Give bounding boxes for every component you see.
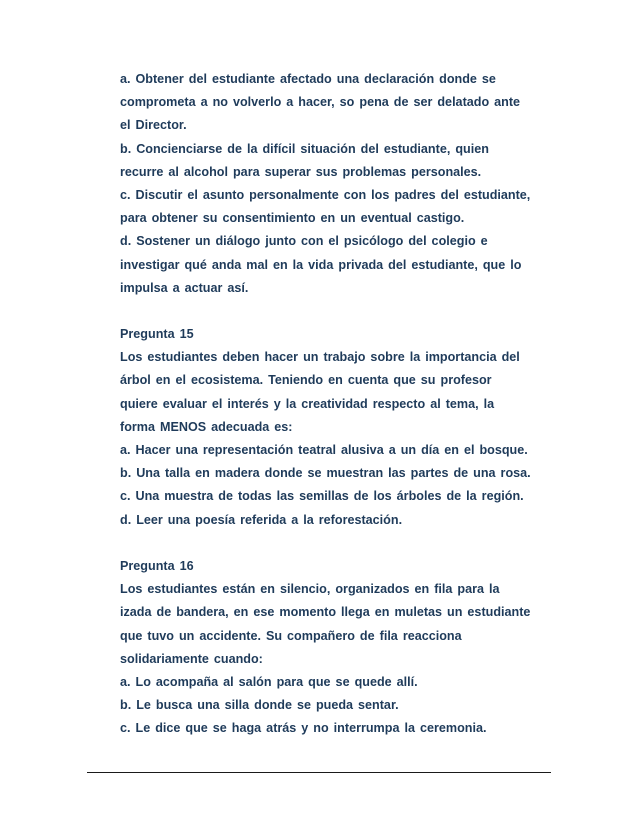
question-16-option-c: c. Le dice que se haga atrás y no interrumpa la ceremonia. (120, 721, 487, 736)
question-15-option-c: c. Una muestra de todas las semillas de los árboles de la región. (120, 489, 524, 504)
question-16-stem-line-4: solidariamente cuando: (120, 651, 263, 666)
option-c-line-1: c. Discutir el asunto personalmente con los padres del estudiante, (120, 187, 531, 202)
footer-divider (87, 772, 551, 773)
option-b-line-2: recurre al alcohol para superar sus problemas personales. (120, 164, 482, 179)
option-d-line-3: impulsa a actuar así. (120, 280, 249, 295)
previous-question-options (120, 68, 560, 300)
option-b-line-1: b. Concienciarse de la difícil situación del estudiante, quien (120, 141, 489, 156)
question-16-option-b: b. Le busca una silla donde se pueda sentar. (120, 698, 399, 713)
question-15-stem-line-1: Los estudiantes deben hacer un trabajo sobre la importancia del (120, 350, 520, 365)
option-d-line-2: investigar qué anda mal en la vida privada del estudiante, que lo (120, 257, 522, 272)
question-16-stem-line-1: Los estudiantes están en silencio, organizados en fila para la (120, 582, 500, 597)
paragraph-gap (120, 300, 560, 323)
option-a-line-1: a. Obtener del estudiante afectado una declaración donde se (120, 72, 496, 86)
question-16-option-a: a. Lo acompaña al salón para que se quede allí. (120, 674, 418, 689)
question-16-heading: Pregunta 16 (120, 558, 194, 573)
option-a-line-2: comprometa a no volverlo a hacer, so pena de ser delatado ante (120, 95, 521, 110)
question-16-stem-line-2: izada de bandera, en ese momento llega en muletas un estudiante (120, 605, 531, 620)
paragraph-gap (120, 532, 560, 555)
question-16-stem-line-3: que tuvo un accidente. Su compañero de fila reacciona (120, 628, 462, 643)
page-content (120, 68, 560, 740)
question-15-stem-line-3: quiere evaluar el interés y la creatividad respecto al tema, la (120, 396, 495, 411)
option-d-line-1: d. Sostener un diálogo junto con el psicólogo del colegio e (120, 234, 488, 249)
question-15-option-a: a. Hacer una representación teatral alusiva a un día en el bosque. (120, 443, 528, 457)
question-16 (120, 555, 560, 741)
option-c-line-2: para obtener su consentimiento en un eventual castigo. (120, 211, 465, 226)
question-15-heading: Pregunta 15 (120, 327, 194, 342)
question-15-stem-line-4: forma MENOS adecuada es: (120, 419, 293, 434)
question-15-stem-line-2: árbol en el ecosistema. Teniendo en cuenta que su profesor (120, 373, 492, 388)
question-15-option-d: d. Leer una poesía referida a la reforestación. (120, 512, 403, 527)
question-15-option-b: b. Una talla en madera donde se muestran las partes de una rosa. (120, 466, 531, 481)
question-15 (120, 323, 560, 532)
option-a-line-3: el Director. (120, 118, 187, 133)
